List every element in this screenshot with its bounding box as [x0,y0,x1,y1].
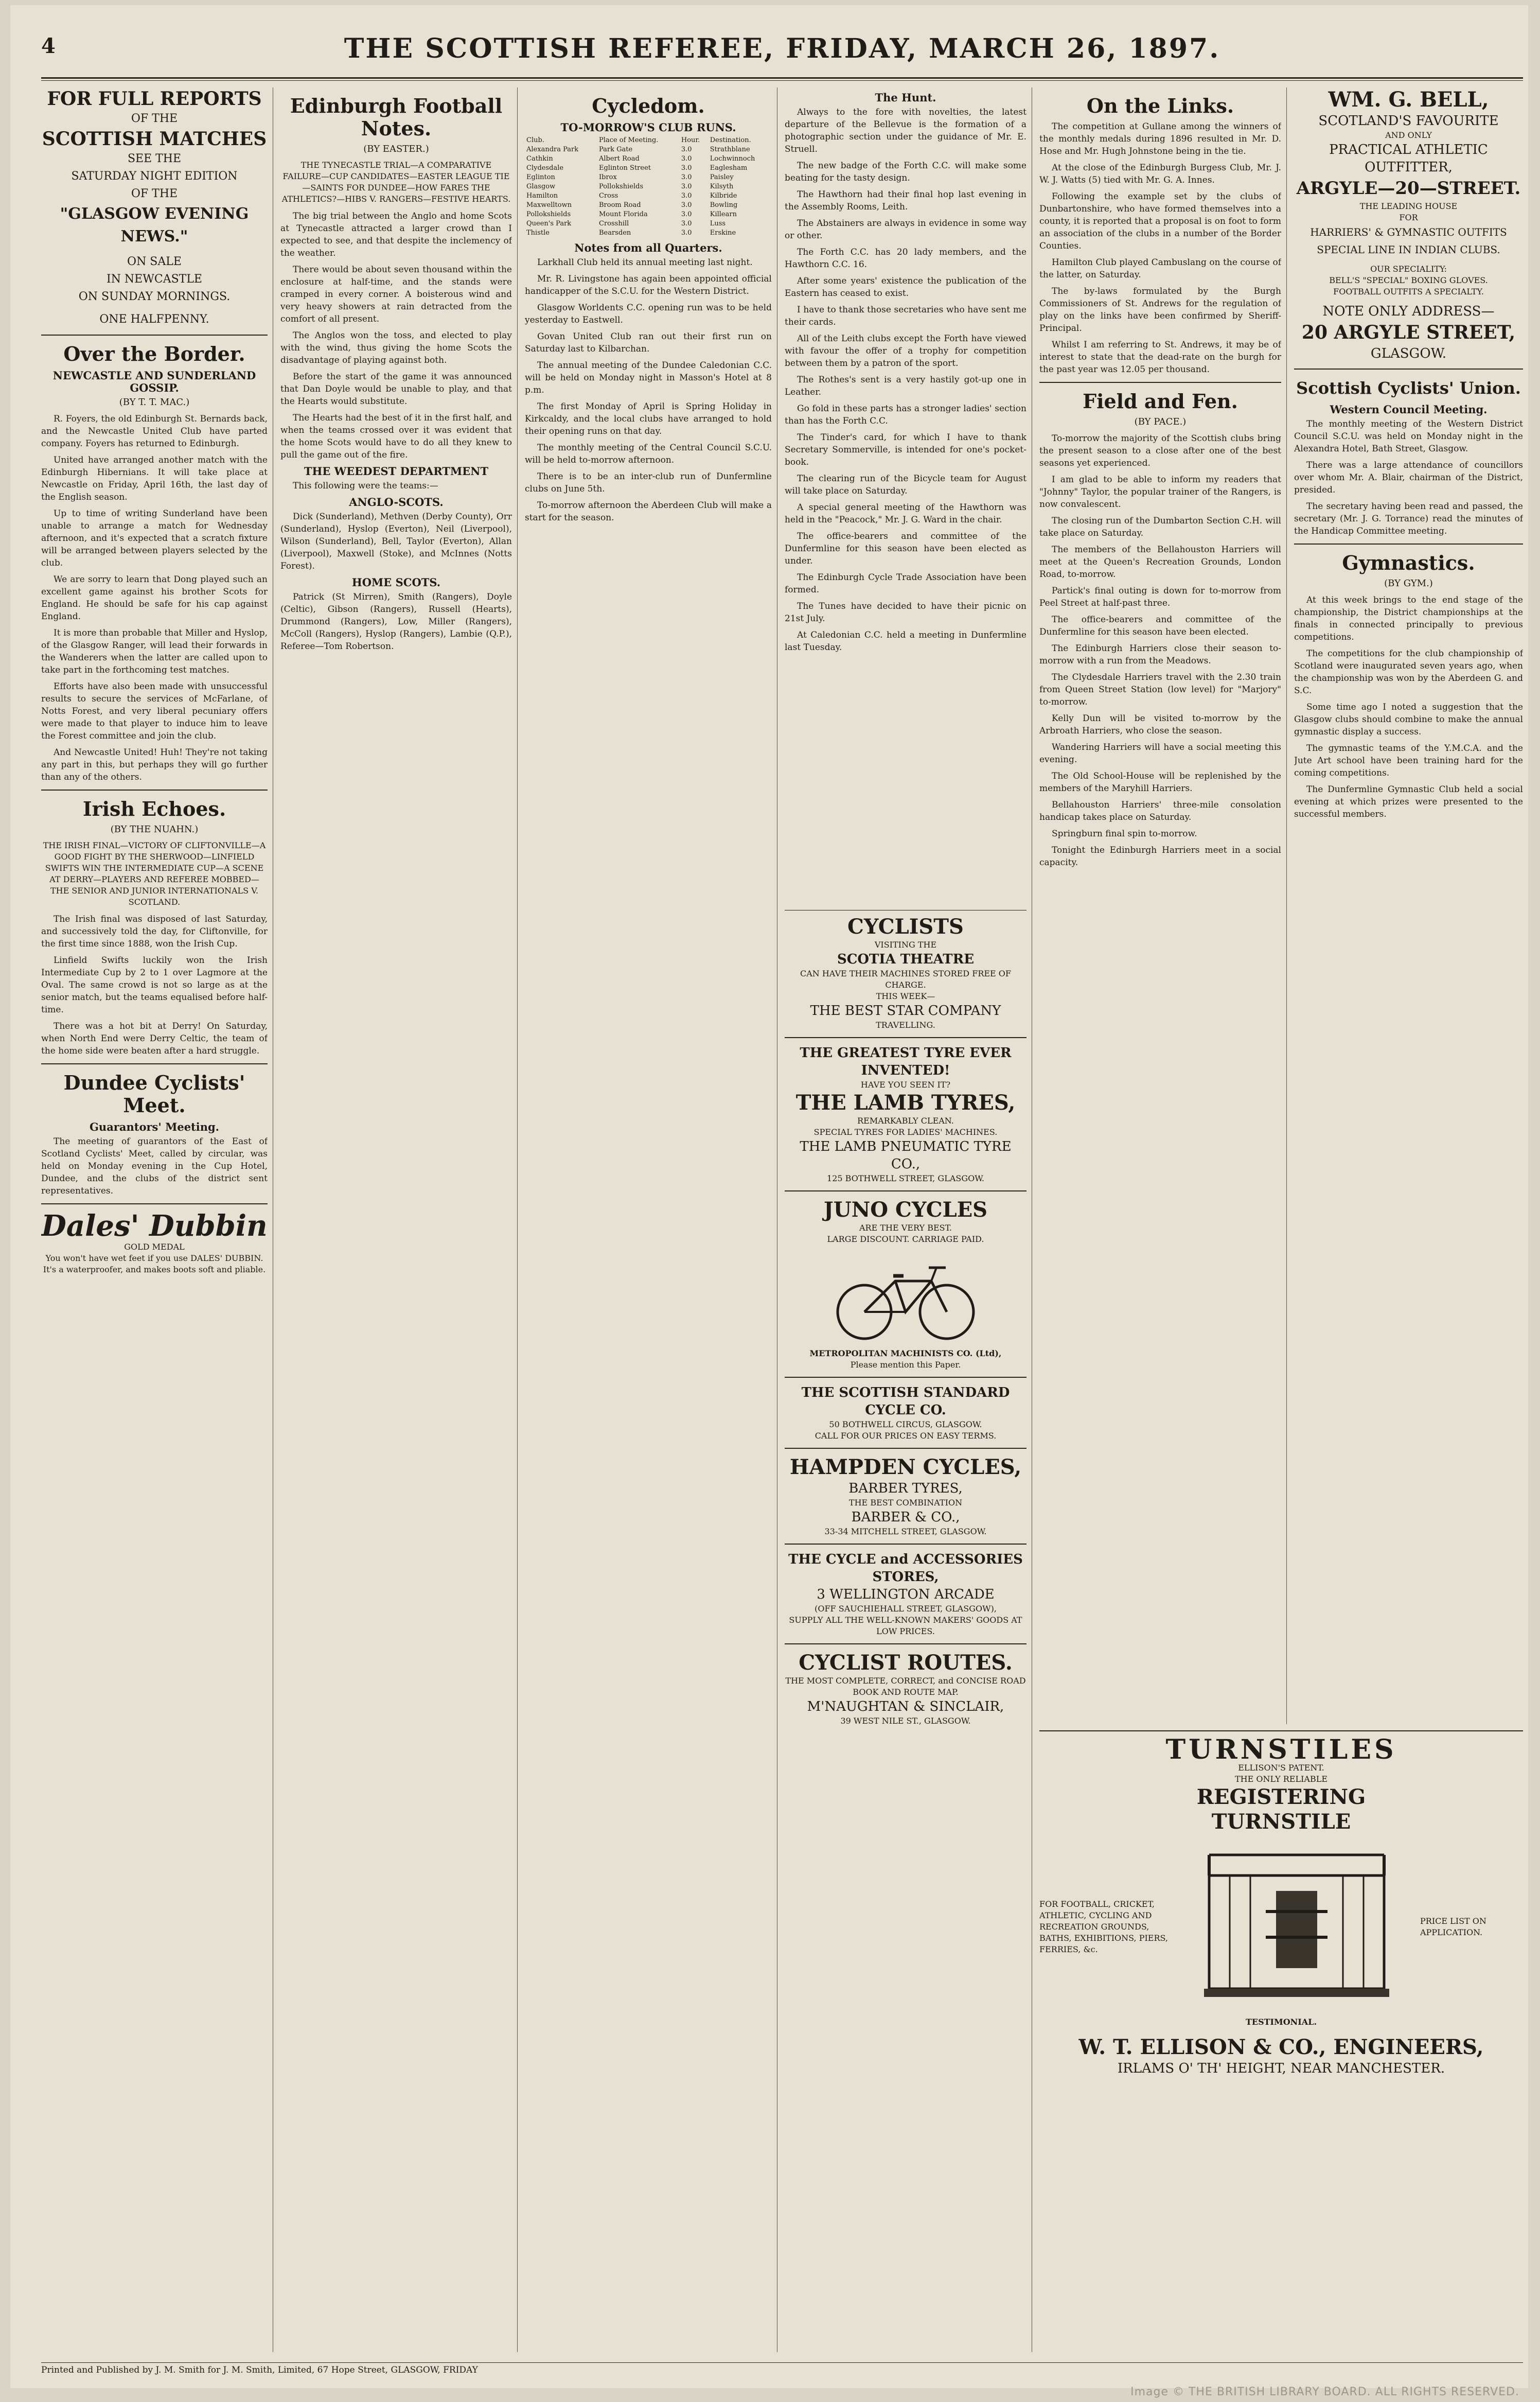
masthead-rule [41,80,1523,81]
table-cell: Mount Florida [599,211,648,218]
notice-line: OF THE [131,187,178,200]
divider [1039,1730,1523,1731]
ad-line: IRLAMS O' TH' HEIGHT, NEAR MANCHESTER. [1117,2061,1445,2076]
paragraph: And Newcastle United! Huh! They're not taking any part in this, but perhaps they will go further than any of the others. [41,747,268,782]
ad-line: TESTIMONIAL. [1245,2017,1317,2027]
cycledom-headline: Cycledom. [592,94,705,117]
ad-line: HAVE YOU SEEN IT? [860,1080,951,1090]
paragraph: There is to be an inter-club run of Dunfermline clubs on June 5th. [525,471,772,494]
table-row [525,229,772,238]
ad-line: SCOTIA THEATRE [837,952,975,967]
table-cell: Pollokshields [599,183,644,190]
table-row [525,164,772,173]
paragraph: The Anglos won the toss, and elected to play with the wind, thus giving the home Scots the disadvantage of playing against both. [280,330,512,365]
ad-line: REGISTERING [1196,1785,1366,1809]
table-cell: 3.0 [681,173,692,181]
links-headline: On the Links. [1086,94,1234,117]
ad-line: CALL FOR OUR PRICES ON EASY TERMS. [815,1431,997,1441]
table-cell: Ibrox [599,173,617,181]
paragraph: Wandering Harriers will have a social meeting this evening. [1039,742,1281,765]
ad-line: THE LAMB TYRES, [795,1091,1016,1115]
paragraph: To-morrow afternoon the Aberdeen Club will make a start for the season. [525,500,772,523]
paragraph: The first Monday of April is Spring Holiday in Kirkcaldy, and the local clubs have arranged to hold their opening runs on that day. [525,401,772,436]
paragraph: The big trial between the Anglo and home Scots at Tynecastle attracted a larger crowd than I expected to see, and that despite the inclemency of the weather. [280,211,512,258]
table-row [525,182,772,191]
bell-outfitter-ad [1294,87,1523,362]
border-deck: NEWCASTLE AND SUNDERLAND GOSSIP. [52,369,256,394]
notice-line: ON SUNDAY MORNINGS. [78,290,231,303]
paragraph: The Edinburgh Cycle Trade Association have been formed. [785,572,1026,595]
ad-line: GLASGOW. [1370,346,1447,361]
newspaper-page [10,5,1528,2388]
paragraph: The members of the Bellahouston Harriers will meet at the Queen's Recreation Grounds, London Road, to-morrow. [1039,545,1281,580]
ad-line: NOTE ONLY ADDRESS— [1322,304,1495,319]
divider [41,1203,268,1204]
table-row [525,210,772,219]
ad-line: THE LEADING HOUSE [1359,201,1458,211]
paragraph: The monthly meeting of the Western District Council S.C.U. was held on Monday night in the Alexandra Hotel, Bath Street, Glasgow. [1294,419,1523,454]
table-cell: Lochwinnoch [710,155,755,163]
paragraph: At the close of the Edinburgh Burgess Club, Mr. J. W. J. Watts (5) tied with Mr. G. A. Innes. [1039,163,1281,185]
ad-line: 39 WEST NILE ST., GLASGOW. [840,1716,971,1726]
table-row [525,219,772,229]
notice-line: FOR FULL REPORTS [47,88,262,110]
paragraph: R. Foyers, the old Edinburgh St. Bernards back, and the Newcastle United Club have parted company. Foyers has returned to Edinburgh. [41,414,268,449]
notice-line: SEE THE [127,152,182,165]
table-cell: Cathkin [526,155,553,163]
table-cell: Eglinton Street [599,164,651,172]
ad-line: HARRIERS' & GYMNASTIC OUTFITS [1310,226,1507,238]
paragraph: The competitions for the club championship of Scotland were inaugurated seven years ago, when the championship was won by the Aberdeen G. and S.C. [1294,648,1523,696]
paragraph: Mr. R. Livingstone has again been appointed official handicapper of the S.C.U. for the Western District. [525,274,772,296]
dales-brand: Dales' Dubbin [41,1209,268,1243]
table-row [525,173,772,182]
union-sub: Western Council Meeting. [1330,403,1488,416]
ad-line: ARGYLE—20—STREET. [1296,178,1521,199]
paragraph: It is more than probable that Miller and Hyslop, of the Glasgow Ranger, will lead their forwards in the Wanderers when the latter are called upon to take part in the forthcoming test matches. [41,628,268,675]
paragraph: Springburn final spin to-morrow. [1052,829,1197,839]
field-byline: (BY PACE.) [1134,416,1187,427]
paragraph: Following the example set by the clubs of Dunbartonshire, who have formed themselves into a county, it is reported that a proposal is on foot to form an association of the clubs in a number of the Border Counties. [1039,191,1281,251]
paragraph: United have arranged another match with the Edinburgh Hibernians. It will take place at Newcastle on Friday, April 16th, the last day of the English season. [41,455,268,502]
column-2 [280,87,512,2352]
table-cell: Queen's Park [526,220,572,227]
hunt-heading: The Hunt. [875,91,936,104]
table-cell: 3.0 [681,155,692,163]
paragraph: The Rothes's sent is a very hastily got-up one in Leather. [785,375,1026,397]
ad-line: WM. G. BELL, [1328,87,1489,112]
lamb-tyres-ad [785,1044,1026,1184]
paragraph: Larkhall Club held its annual meeting last night. [537,257,753,268]
paragraph: The Abstainers are always in evidence in some way or other. [785,218,1026,241]
notice-line: OF THE [131,112,178,125]
paragraph: The monthly meeting of the Central Council S.C.U. will be held to-morrow afternoon. [525,443,772,465]
paragraph: Linfield Swifts luckily won the Irish Intermediate Cup by 2 to 1 over Lagmore at the Oval. The same crowd is not so large as at the senior match, but the teams equalised before half-time. [41,955,268,1015]
gym-byline: (BY GYM.) [1384,578,1433,589]
table-cell: 3.0 [681,220,692,227]
ad-line: HAMPDEN CYCLES, [789,1455,1022,1479]
ad-line: JUNO CYCLES [823,1198,988,1222]
column-1 [41,87,268,2352]
ad-line: THE SCOTTISH STANDARD CYCLE CO. [801,1385,1010,1418]
notice-line: SATURDAY NIGHT EDITION [71,170,238,183]
turnstile-ad-area [1039,1724,1523,2352]
ad-line: METROPOLITAN MACHINISTS CO. (Ltd), [809,1348,1002,1358]
paragraph: There was a large attendance of councillors over whom Mr. A. Blair, chairman of the District, presided. [1294,460,1523,495]
paragraph: The by-laws formulated by the Burgh Commissioners of St. Andrews for the regulation of play on the links have been confirmed by Sheriff-Principal. [1039,286,1281,334]
paragraph: All of the Leith clubs except the Forth have viewed with favour the offer of a trophy for competition between them by a patron of the sport. [785,334,1026,369]
evening-news-notice [41,87,268,328]
table-cell: 3.0 [681,201,692,209]
table-cell: Cross [599,192,618,200]
irish-deck: THE IRISH FINAL—VICTORY OF CLIFTONVILLE—A GOOD FIGHT BY THE SHERWOOD—LINFIELD SWIFTS WIN THE INTERMEDIATE CUP—A SCENE AT DERRY—PLAYERS AND REFEREE MOBBED—THE SENIOR AND JUNIOR INTERNATIONALS V. SCOTLAND. [43,840,266,907]
ad-line: M'NAUGHTAN & SINCLAIR, [807,1699,1004,1714]
ad-line: FOR [1399,213,1418,222]
paragraph: The Hearts had the best of it in the first half, and when the teams crossed over it was evident that the home Scots would have to do all they knew to pull the game out of the fire. [280,413,512,460]
paragraph: Efforts have also been made with unsuccessful results to secure the services of McFarlane, of Notts Forest, and very liberal pecuniary offers were made to that player to induce him to leave the Forest committee and join the club. [41,681,268,741]
irish-byline: (BY THE NUAHN.) [110,824,199,835]
column-rule [517,87,518,2352]
imprint-footer: Printed and Published by J. M. Smith for J. M. Smith, Limited, 67 Hope Street, GLASGOW, FRIDAY [41,2362,1523,2375]
ad-line: AND ONLY [1385,130,1432,140]
paragraph: The office-bearers and committee of the Dunfermline for this season have been elected. [1039,615,1281,637]
edinburgh-deck: THE TYNECASTLE TRIAL—A COMPARATIVE FAILURE—CUP CANDIDATES—EASTER LEAGUE TIE—SAINTS FOR DUNDEE—HOW FARES THE ATHLETICS?—HIBS V. RANGERS—FESTIVE HEARTS. [281,160,511,204]
irish-headline: Irish Echoes. [82,797,226,820]
paragraph: The office-bearers and committee of the Dunfermline for this season have been elected as under. [785,531,1026,566]
paragraph: To-morrow the majority of the Scottish clubs bring the present season to a close after one of the best seasons yet experienced. [1039,433,1281,468]
ad-line: VISITING THE [874,940,937,950]
paragraph: Tonight the Edinburgh Harriers meet in a social capacity. [1039,845,1281,868]
paragraph: Up to time of writing Sunderland have been unable to arrange a match for Wednesday afternoon, and it's expected that a scratch fixture will be arranged between players selected by the club. [41,509,268,568]
ad-line: W. T. ELLISON & CO., ENGINEERS, [1078,2035,1484,2059]
paragraph: The Irish final was disposed of last Saturday, and successively told the day, for Cliftonville, for the first time since 1888, won the Irish Cup. [41,914,268,949]
ad-line: THIS WEEK— [876,991,935,1001]
paragraph: The Clydesdale Harriers travel with the 2.30 train from Queen Street Station (low level) for "Marjory" to-morrow. [1039,672,1281,707]
paragraph: Govan United Club ran out their first run on Saturday last to Kilbarchan. [525,331,772,354]
ad-line: Please mention this Paper. [850,1360,961,1370]
ad-line: TURNSTILES [1165,1734,1397,1765]
turnstile-ad [1039,1734,1523,2077]
ad-line: BELL'S "SPECIAL" BOXING GLOVES. [1329,275,1488,285]
paragraph: There would be about seven thousand within the enclosure at half-time, and the stands were cramped in every corner. A boisterous wind and very heavy showers at rain detracted from the comfort of all present. [280,265,512,324]
table-row [525,145,772,154]
paragraph: The clearing run of the Bicycle team for August will take place on Saturday. [785,474,1026,496]
ad-line: ARE THE VERY BEST. [859,1223,952,1233]
column-3 [525,87,772,2352]
divider [1294,543,1523,545]
paragraph: The annual meeting of the Dundee Caledonian C.C. will be held on Monday night in Masson's Hotel at 8 p.m. [525,360,772,395]
table-cell: Eglinton [526,173,555,181]
ad-line: FOR FOOTBALL, CRICKET, ATHLETIC, CYCLING AND RECREATION GROUNDS, BATHS, EXHIBITIONS, PIERS, FERRIES, &c. [1039,1899,1169,1954]
ad-line: 33-34 MITCHELL STREET, GLASGOW. [824,1527,987,1536]
paragraph: Always to the fore with novelties, the latest departure of the Bellevue is the formation of a photographic section under the guidance of Mr. E. Struell. [785,107,1026,154]
ad-line: CYCLIST ROUTES. [799,1651,1013,1675]
notice-line: SCOTTISH MATCHES [42,128,267,150]
paragraph: The competition at Gullane among the winners of the monthly medals during 1896 resulted in Mr. D. Hose and Mr. Hugh Johnstone being in the tie. [1039,121,1281,156]
table-cell: 3.0 [681,146,692,153]
paragraph: The Hawthorn had their final hop last evening in the Assembly Rooms, Leith. [785,189,1026,212]
dales-copy: You won't have wet feet if you use DALES' DUBBIN. It's a waterproofer, and makes boots soft and pliable. [43,1253,266,1274]
divider [41,790,268,791]
masthead [41,26,1523,79]
table-header-cell: Hour. [681,136,700,144]
field-headline: Field and Fen. [1083,390,1238,413]
table-cell: Strathblane [710,146,750,153]
paragraph: Go fold in these parts has a stronger ladies' section than has the Forth C.C. [785,404,1026,426]
ad-line: LARGE DISCOUNT. CARRIAGE PAID. [827,1234,984,1244]
ad-line: THE BEST STAR COMPANY [810,1003,1001,1019]
union-headline: Scottish Cyclists' Union. [1296,378,1521,398]
divider [1039,382,1281,383]
dales-tagline: GOLD MEDAL [124,1242,185,1252]
table-cell: Albert Road [599,155,640,163]
table-cell: Bowling [710,201,738,209]
divider [785,1643,1026,1644]
club-runs-table [525,136,772,238]
paragraph: I am glad to be able to inform my readers that "Johnny" Taylor, the popular trainer of the Rangers, is now convalescent. [1039,475,1281,510]
paragraph: We are sorry to learn that Dong played such an excellent game against his brother Scots for England. He should be safe for his cap against England. [41,574,268,622]
table-header-cell: Club. [526,136,544,144]
newspaper-title: THE SCOTTISH REFEREE, FRIDAY, MARCH 26, 1897. [344,33,1220,64]
table-cell: 3.0 [681,192,692,200]
teams-intro: This following were the teams:— [293,481,438,491]
hampden-cycles-ad [785,1455,1026,1537]
ad-line: TURNSTILE [1211,1810,1351,1834]
notice-line: ON SALE [127,255,182,268]
ad-line: BARBER TYRES, [848,1481,963,1496]
divider [785,1190,1026,1191]
ad-line: SPECIAL TYRES FOR LADIES' MACHINES. [813,1127,998,1137]
dundee-headline: Dundee Cyclists' Meet. [63,1071,245,1117]
paragraph: Partick's final outing is down for to-morrow from Peel Street at half-past three. [1039,586,1281,608]
paragraph: The gymnastic teams of the Y.M.C.A. and the Jute Art school have been training hard for the coming competitions. [1294,743,1523,778]
paragraph: The Forth C.C. has 20 lady members, and the Hawthorn C.C. 16. [785,247,1026,270]
scottish-standard-cycle-ad [785,1384,1026,1442]
ad-line: 125 BOTHWELL STREET, GLASGOW. [827,1173,984,1183]
ad-line: TRAVELLING. [876,1020,935,1030]
table-cell: 3.0 [681,229,692,237]
divider [785,1037,1026,1038]
notice-line: IN NEWCASTLE [107,273,202,286]
teams-heading: ANGLO-SCOTS. [349,496,444,509]
table-row [525,154,772,164]
ad-line: OUTFITTER, [1365,160,1453,175]
divider [785,1544,1026,1545]
paragraph: The secretary having been read and passed, the secretary (Mr. J. G. Torrance) read the minutes of the Handicap Committee meeting. [1294,501,1523,536]
paragraph: Kelly Dun will be visited to-morrow by the Arbroath Harriers, who close the season. [1039,713,1281,736]
table-cell: Paisley [710,173,734,181]
teams-list: Dick (Sunderland), Methven (Derby County), Orr (Sunderland), Hyslop (Everton), Neil (Liverpool), Wilson (Sunderland), Bell, Taylor (Everton), Allan (Liverpool), Maxwell (Stoke), and McInnes (Notts Forest). [280,512,512,571]
table-cell: Kilsyth [710,183,734,190]
cyclist-routes-ad [785,1651,1026,1727]
border-byline: (BY T. T. MAC.) [119,397,190,408]
ad-line: THE CYCLE and ACCESSORIES STORES, [788,1552,1023,1585]
edinburgh-subhead: THE WEEDEST DEPARTMENT [304,465,489,478]
juno-cycles-ad [785,1198,1026,1371]
ad-line: SCOTLAND'S FAVOURITE [1318,113,1499,129]
page-number: 4 [41,34,56,58]
ad-line: REMARKABLY CLEAN. [857,1116,954,1126]
divider [785,1377,1026,1378]
ad-line: 50 BOTHWELL CIRCUS, GLASGOW. [829,1419,982,1429]
paragraph: The new badge of the Forth C.C. will make some beating for the tasty design. [785,161,1026,183]
table-cell: Eaglesham [710,164,748,172]
paragraph: Whilst I am referring to St. Andrews, it may be of interest to state that the dead-rate on the burgh for the past year was 12.05 per thousand. [1039,340,1281,375]
teams-list: Patrick (St Mirren), Smith (Rangers), Doyle (Celtic), Gibson (Rangers), Russell (Hearts), Drummond (Rangers), Low, Miller (Rangers), McColl (Rangers), Hyslop (Rangers), Lambie (Q.P.), Referee—Tom Robertson. [280,592,512,652]
paragraph: I have to thank those secretaries who have sent me their cards. [785,305,1026,327]
table-cell: 3.0 [681,211,692,218]
paragraph: A special general meeting of the Hawthorn was held in the "Peacock," Mr. J. G. Ward in the chair. [785,502,1026,525]
ad-line: 3 WELLINGTON ARCADE [817,1587,995,1602]
ad-line: PRACTICAL ATHLETIC [1329,142,1488,157]
ad-line: ELLISON'S PATENT. [1238,1763,1324,1773]
paragraph: At Caledonian C.C. held a meeting in Dunfermline last Tuesday. [785,630,1026,653]
notice-line: ONE HALFPENNY. [99,313,209,326]
ad-line: OUR SPECIALITY: [1370,264,1447,274]
table-cell: Killearn [710,211,737,218]
ad-line: SPECIAL LINE IN INDIAN CLUBS. [1317,243,1500,256]
table-cell: Crosshill [599,220,629,227]
paragraph: Glasgow Worldents C.C. opening run was to be held yesterday to Eastwell. [525,303,772,325]
table-cell: Park Gate [599,146,633,153]
copyright-notice: Image © THE BRITISH LIBRARY BOARD. ALL RIGHTS RESERVED. [1130,2386,1519,2398]
table-cell: Luss [710,220,726,227]
divider [41,1063,268,1064]
table-cell: Pollokshields [526,211,571,218]
table-row [525,201,772,210]
ad-line: PRICE LIST ON APPLICATION. [1420,1916,1486,1937]
edinburgh-headline: Edinburgh Football Notes. [290,94,503,140]
ad-line: SUPPLY ALL THE WELL-KNOWN MAKERS' GOODS AT LOW PRICES. [789,1615,1022,1636]
ad-line: 20 ARGYLE STREET, [1301,322,1516,343]
ad-line: CAN HAVE THEIR MACHINES STORED FREE OF CHARGE. [800,969,1012,990]
paragraph: The Old School-House will be replenished by the members of the Maryhill Harriers. [1039,771,1281,794]
ad-line: THE LAMB PNEUMATIC TYRE CO., [800,1139,1012,1172]
paragraph: The meeting of guarantors of the East of Scotland Cyclists' Meet, called by circular, was held on Monday evening in the Cup Hotel, Dundee, and the clubs of the district sent representatives. [41,1136,268,1196]
ad-line: BARBER & CO., [851,1510,960,1525]
table-cell: 3.0 [681,164,692,172]
paragraph: After some years' existence the publication of the Eastern has ceased to exist. [785,276,1026,299]
scotia-theatre-ad [785,915,1026,1031]
table-cell: Alexandra Park [526,146,579,153]
bicycle-illustration [828,1250,983,1343]
paragraph: The Edinburgh Harriers close their season to-morrow with a run from the Meadows. [1039,643,1281,666]
turnstile-illustration [1189,1845,1405,2009]
table-cell: Erskine [710,229,736,237]
table-cell: 3.0 [681,183,692,190]
table-header-cell: Place of Meeting. [599,136,659,144]
border-headline: Over the Border. [63,342,245,365]
paragraph: Some time ago I noted a suggestion that the Glasgow clubs should combine to make the annual gymnastic display a success. [1294,702,1523,737]
ad-line: THE ONLY RELIABLE [1234,1774,1328,1784]
paragraph: The Tinder's card, for which I have to thank Secretary Sommerville, is intended for one's pocket-book. [785,432,1026,467]
table-cell: Broom Road [599,201,641,209]
table-cell: Bearsden [599,229,631,237]
table-cell: Hamilton [526,192,558,200]
table-cell: Kilbride [710,192,737,200]
paragraph: Before the start of the game it was announced that Dan Doyle would be unable to play, and that the Hearts would substitute. [280,372,512,407]
paragraph: Hamilton Club played Cambuslang on the course of the latter, on Saturday. [1039,257,1281,280]
ad-line: THE GREATEST TYRE EVER INVENTED! [800,1045,1012,1078]
table-header-row [525,136,772,145]
paragraph: At this week brings to the end stage of the championship, the District championships at the finals in connected principally to previous competitions. [1294,595,1523,642]
edinburgh-byline: (BY EASTER.) [363,144,429,154]
paragraph: The Dunfermline Gymnastic Club held a social evening at which prizes were presented to the successful members. [1294,784,1523,819]
ad-line: FOOTBALL OUTFITS A SPECIALTY. [1333,287,1484,296]
table-cell: Clydesdale [526,164,564,172]
table-header-cell: Destination. [710,136,751,144]
ad-line: (OFF SAUCHIEHALL STREET, GLASGOW), [815,1604,997,1614]
paragraph: Bellahouston Harriers' three-mile consolation handicap takes place on Saturday. [1039,800,1281,822]
ad-line: THE BEST COMBINATION [848,1498,963,1507]
paragraph: There was a hot bit at Derry! On Saturday, when North End were Derry Celtic, the team of the home side were beaten after a hard struggle. [41,1021,268,1056]
table-cell: Maxwelltown [526,201,572,209]
turnstile-body [1039,1837,1523,2017]
cycle-stores-ad [785,1551,1026,1637]
notes-heading: Notes from all Quarters. [574,241,722,254]
club-runs-heading: TO-MORROW'S CLUB RUNS. [560,121,736,134]
dundee-sub: Guarantors' Meeting. [90,1120,219,1133]
ad-line: CYCLISTS [847,915,964,939]
divider [1294,369,1523,370]
paragraph: The closing run of the Dumbarton Section C.H. will take place on Saturday. [1039,516,1281,538]
divider [41,335,268,336]
notice-line: "GLASGOW EVENING NEWS." [60,205,249,246]
ad-line: THE MOST COMPLETE, CORRECT, and CONCISE ROAD BOOK AND ROUTE MAP. [785,1676,1026,1697]
teams-heading: HOME SCOTS. [351,576,441,589]
ads-column [785,906,1026,2357]
table-cell: Glasgow [526,183,556,190]
dales-dubbin-ad [41,1211,268,1275]
gym-headline: Gymnastics. [1342,551,1475,574]
divider [785,1448,1026,1449]
table-row [525,191,772,201]
table-cell: Thistle [526,229,550,237]
paragraph: The Tunes have decided to have their picnic on 21st July. [785,601,1026,624]
